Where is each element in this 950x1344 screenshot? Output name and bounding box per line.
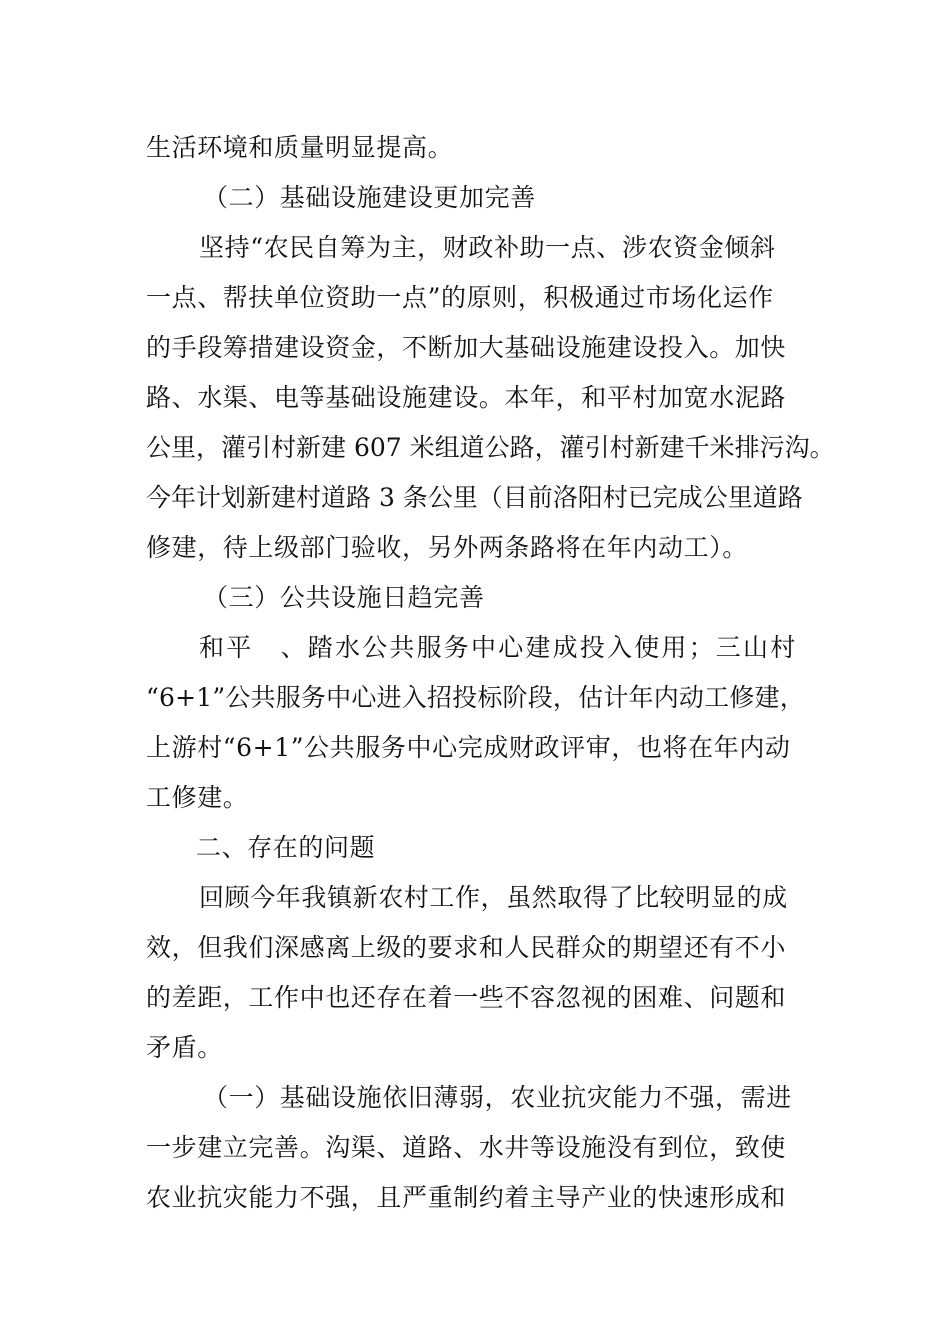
section-heading: （三）公共设施日趋完善 [203,583,485,612]
text-line: 今年计划新建村道路 3 条公里（目前洛阳村已完成公里道路 [146,483,803,512]
text-line: 的差距，工作中也还存在着一些不容忽视的困难、问题和 [146,983,787,1012]
text-line: 生活环境和质量明显提高。 [146,133,454,162]
text-line: 矛盾。 [146,1033,223,1062]
text-line: 公里，灌引村新建 607 米组道公路，灌引村新建千米排污沟。 [146,433,835,462]
text-line: 路、水渠、电等基础设施建设。本年，和平村加宽水泥路 [146,383,787,412]
text-line: 工修建。 [146,783,249,812]
text-line: 修建，待上级部门验收，另外两条路将在年内动工）。 [146,533,748,562]
text-line: 的手段筹措建设资金，不断加大基础设施建设投入。加快 [146,333,787,362]
text-line: “6+1”公共服务中心进入招投标阶段，估计年内动工修建， [146,683,805,712]
text-line: 一步建立完善。沟渠、道路、水井等设施没有到位，致使 [146,1133,787,1162]
section-heading: （一）基础设施依旧薄弱，农业抗灾能力不强，需进 [203,1083,792,1112]
text-line: 上游村“6+1”公共服务中心完成财政评审，也将在年内动 [146,733,791,762]
section-heading: （二）基础设施建设更加完善 [203,183,536,212]
section-heading: 二、存在的问题 [196,833,376,862]
text-line: 农业抗灾能力不强，且严重制约着主导产业的快速形成和 [146,1183,787,1212]
text-line: 一点、帮扶单位资助一点”的原则，积极通过市场化运作 [146,283,774,312]
text-line: 回顾今年我镇新农村工作，虽然取得了比较明显的成 [199,883,788,912]
text-line: 坚持“农民自筹为主，财政补助一点、涉农资金倾斜 [199,233,776,262]
text-line: 效，但我们深感离上级的要求和人民群众的期望还有不小 [146,933,787,962]
text-line: 和平 、踏水公共服务中心建成投入使用；三山村 [199,633,798,662]
